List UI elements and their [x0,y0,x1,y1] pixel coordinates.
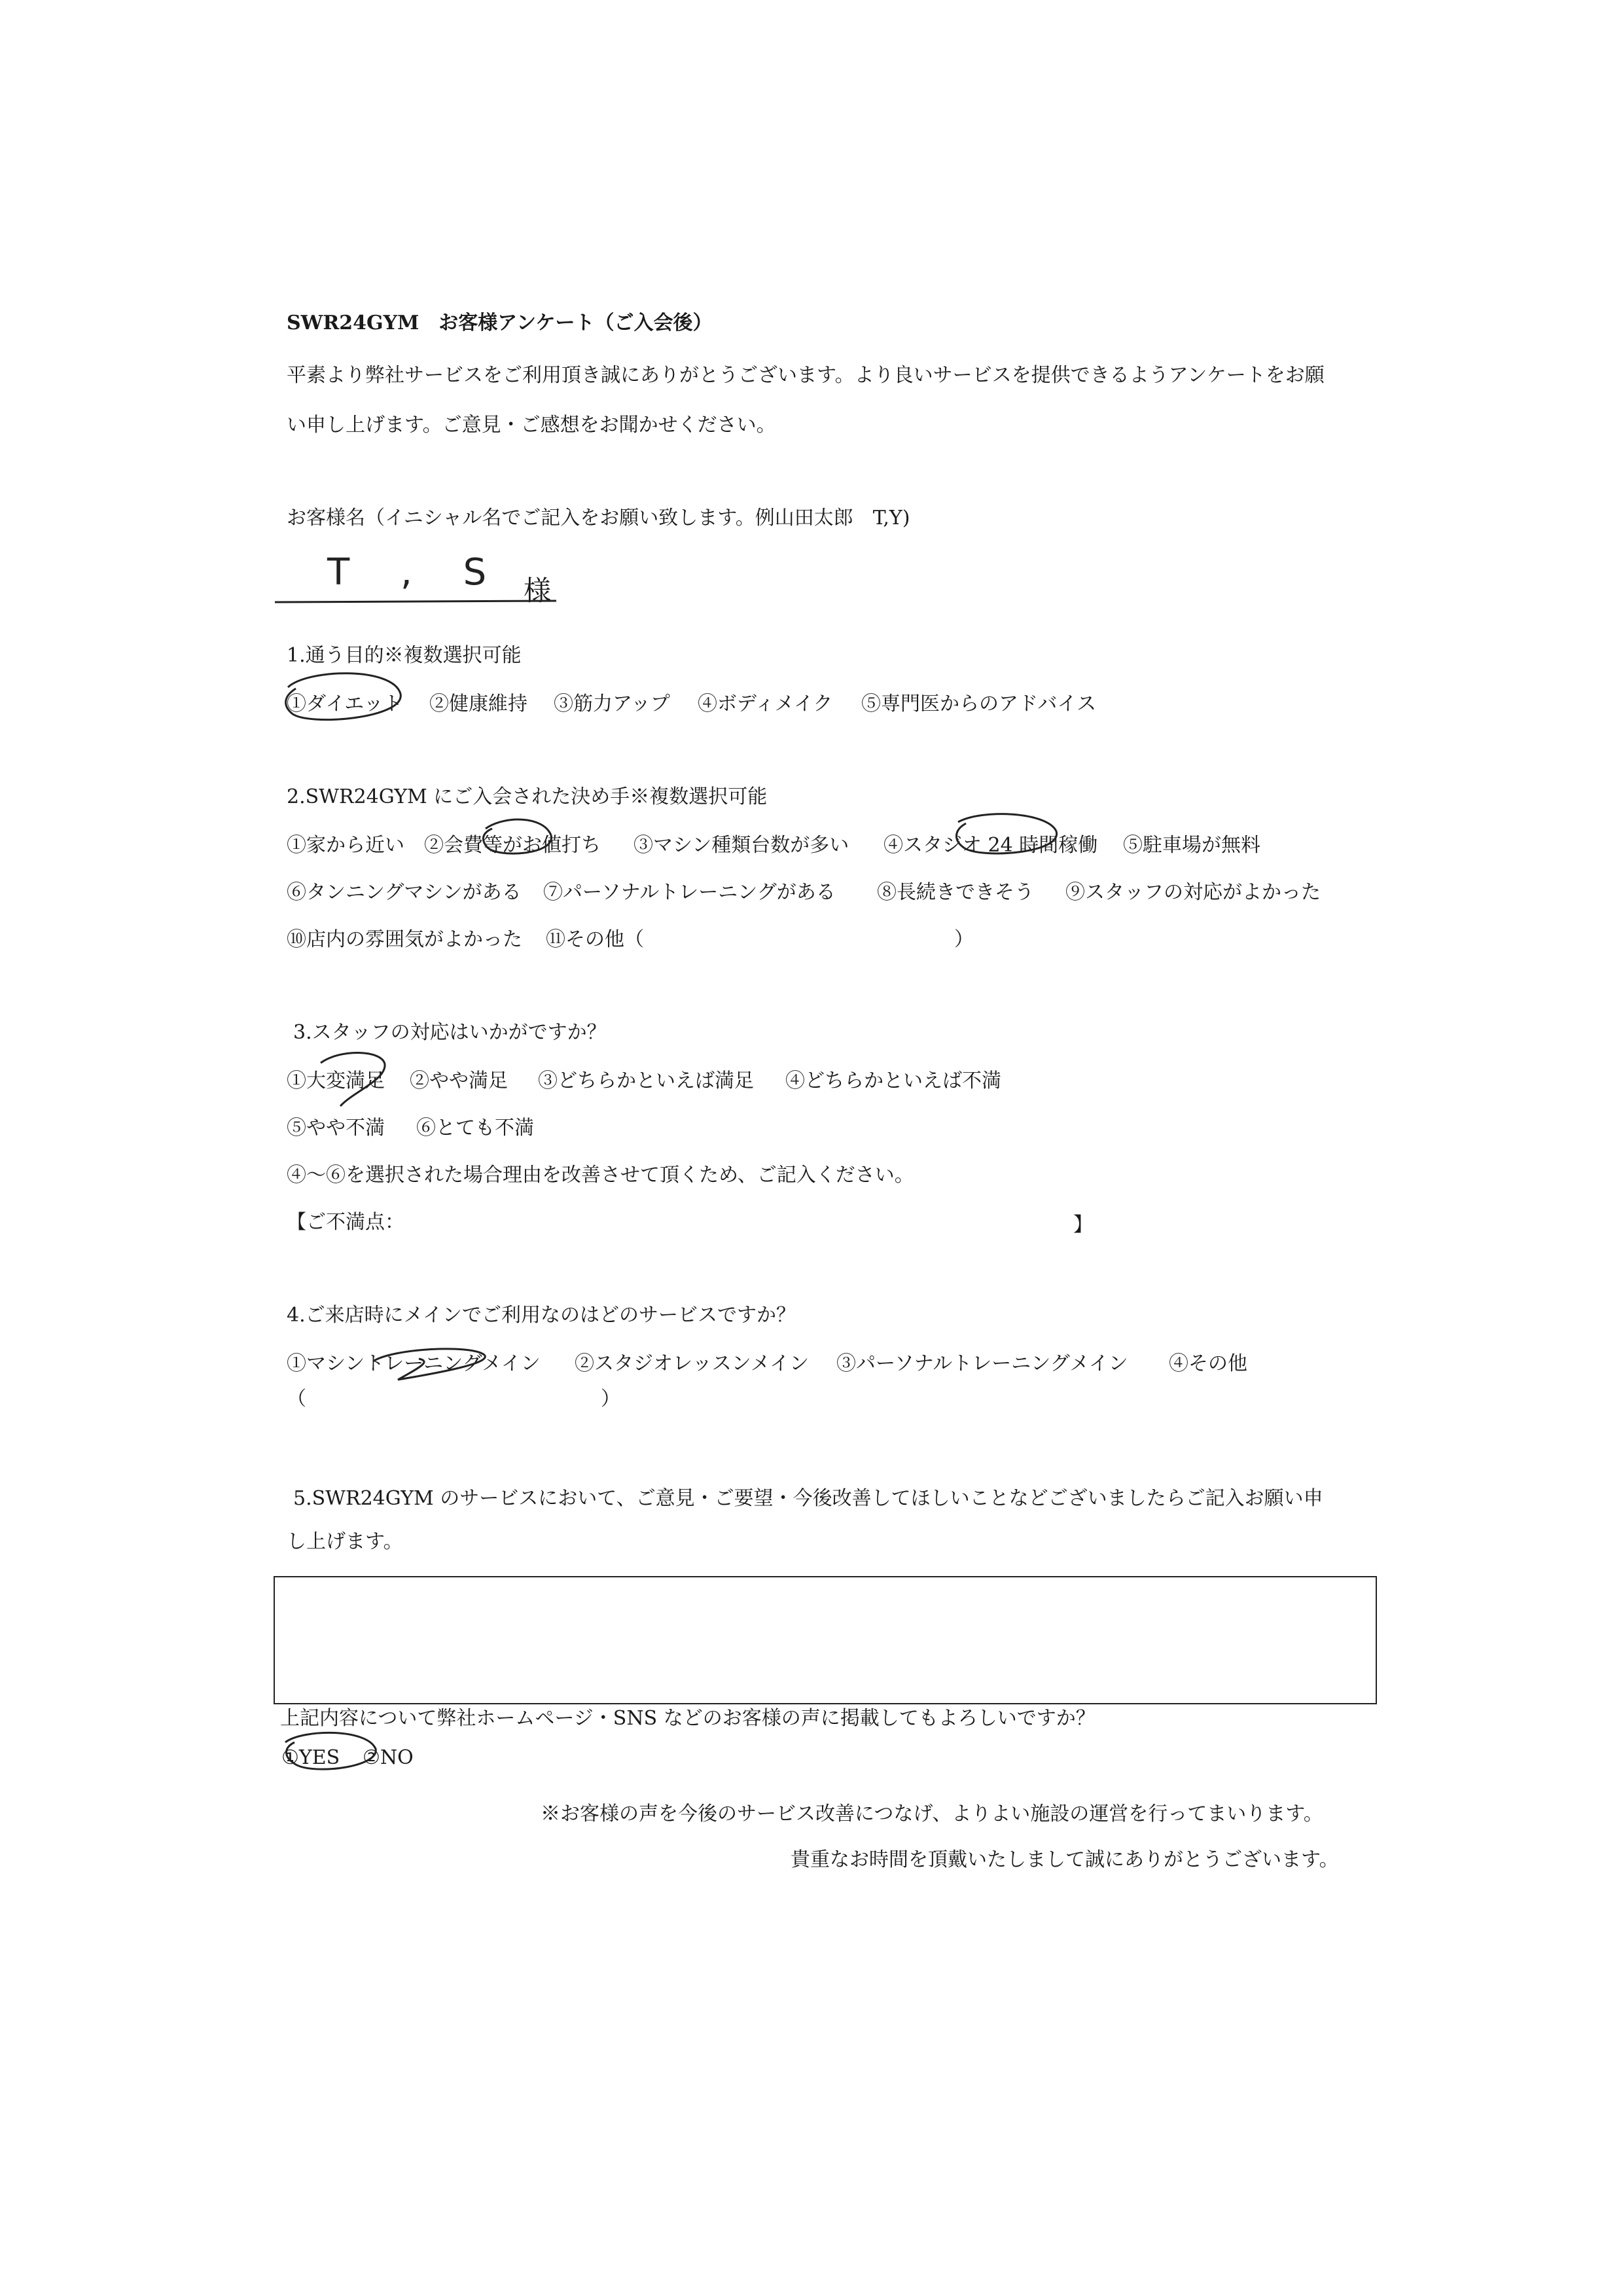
q4-option-3[interactable]: ③パーソナルトレーニングメイン [836,1352,1128,1375]
honorific-sama: 様 [524,575,552,607]
q1-option-4[interactable]: ④ボディメイク [698,692,833,715]
q2-other-close-paren: ） [954,928,974,951]
q2-options-row2 [287,880,1465,906]
q1-option-1[interactable]: ①ダイエット [287,692,403,715]
q1-options [287,691,1465,717]
consent-yes[interactable]: ①YES [281,1746,340,1769]
consent-options [281,1745,674,1771]
q4-option-2[interactable]: ②スタジオレッスンメイン [575,1352,810,1375]
q2-option-4[interactable]: ④スタジオ 24 時間稼働 [883,834,1098,857]
survey-title: SWR24GYM お客様アンケート（ご入会後） [287,312,713,334]
q2-option-8[interactable]: ⑧長続きできそう [877,881,1034,904]
q3-options-row1 [287,1068,1465,1094]
q3-question: 3.スタッフの対応はいかがですか？ [293,1021,607,1044]
q3-option-4[interactable]: ④どちらかといえば不満 [785,1069,1001,1092]
q3-option-1[interactable]: ①大変満足 [287,1069,385,1092]
consent-no[interactable]: ②NO [363,1746,414,1769]
q3-option-5[interactable]: ⑤やや不満 [287,1117,385,1139]
q3-option-2[interactable]: ②やや満足 [410,1069,508,1092]
q4-options [287,1351,1465,1377]
q2-option-7[interactable]: ⑦パーソナルトレーニングがある [543,881,836,904]
q4-other-close-paren: ） [601,1388,620,1410]
q2-option-1[interactable]: ①家から近い [287,834,404,857]
q1-option-3[interactable]: ③筋力アップ [554,692,670,715]
q3-options-row2 [287,1115,1465,1141]
footer-note: ※お客様の声を今後のサービス改善につなげ、よりよい施設の運営を行ってまいります。 [541,1803,1323,1825]
q4-other-open-paren: （ [287,1388,306,1410]
q2-option-5[interactable]: ⑤駐車場が無料 [1123,834,1260,857]
q2-question: 2.SWR24GYM にご入会された決め手※複数選択可能 [287,785,768,808]
q1-option-5[interactable]: ⑤専門医からのアドバイス [861,692,1097,715]
q2-options-row3 [287,927,1465,953]
q5-comment-box[interactable] [274,1576,1377,1704]
q2-option-11[interactable]: ⑪その他（ [546,928,644,951]
q3-complaint-label: 【ご不満点： [287,1211,404,1234]
q5-question-line1: 5.SWR24GYM のサービスにおいて、ご意見・ご要望・今後改善してほしいことなどございましたらご記入お願い申 [293,1487,1323,1510]
q4-option-4[interactable]: ④その他 [1169,1352,1247,1375]
intro-text-line1: 平素より弊社サービスをご利用頂き誠にありがとうございます。より良いサービスを提供できるようアンケートをお願 [287,364,1325,387]
q1-question: 1.通う目的※複数選択可能 [287,644,522,667]
q5-question-line2: し上げます。 [287,1530,403,1553]
intro-text-line2: い申し上げます。ご意見・ご感想をお聞かせください。 [287,414,776,437]
name-underline [275,601,556,602]
q4-question: 4.ご来店時にメインでご利用なのはどのサービスですか？ [287,1304,796,1327]
q2-options-row1 [287,833,1465,859]
q4-option-1[interactable]: ①マシントレーニングメイン [287,1352,541,1375]
q3-complaint-close: 】 [1073,1213,1093,1236]
q2-option-3[interactable]: ③マシン種類台数が多い [633,834,849,857]
customer-name-label: お客様名（イニシャル名でご記入をお願い致します。例山田太郎 T,Y) [287,507,910,529]
q2-option-9[interactable]: ⑨スタッフの対応がよかった [1065,881,1321,904]
q2-option-2[interactable]: ②会費等がお値打ち [424,834,601,857]
q4-other-blank [287,1386,1465,1412]
footer-thanks: 貴重なお時間を頂戴いたしまして誠にありがとうございます。 [791,1848,1339,1871]
q3-option-3[interactable]: ③どちらかといえば満足 [538,1069,754,1092]
q2-option-10[interactable]: ⑩店内の雰囲気がよかった [287,928,522,951]
q1-option-2[interactable]: ②健康維持 [429,692,527,715]
q2-option-6[interactable]: ⑥タンニングマシンがある [287,881,522,904]
consent-question: 上記内容について弊社ホームページ・SNS などのお客様の声に掲載してもよろしいですか？ [280,1707,1096,1730]
q3-reason-note: ④～⑥を選択された場合理由を改善させて頂くため、ご記入ください。 [287,1164,914,1187]
handwritten-initials: T , S [327,551,507,594]
q3-option-6[interactable]: ⑥とても不満 [416,1117,534,1139]
